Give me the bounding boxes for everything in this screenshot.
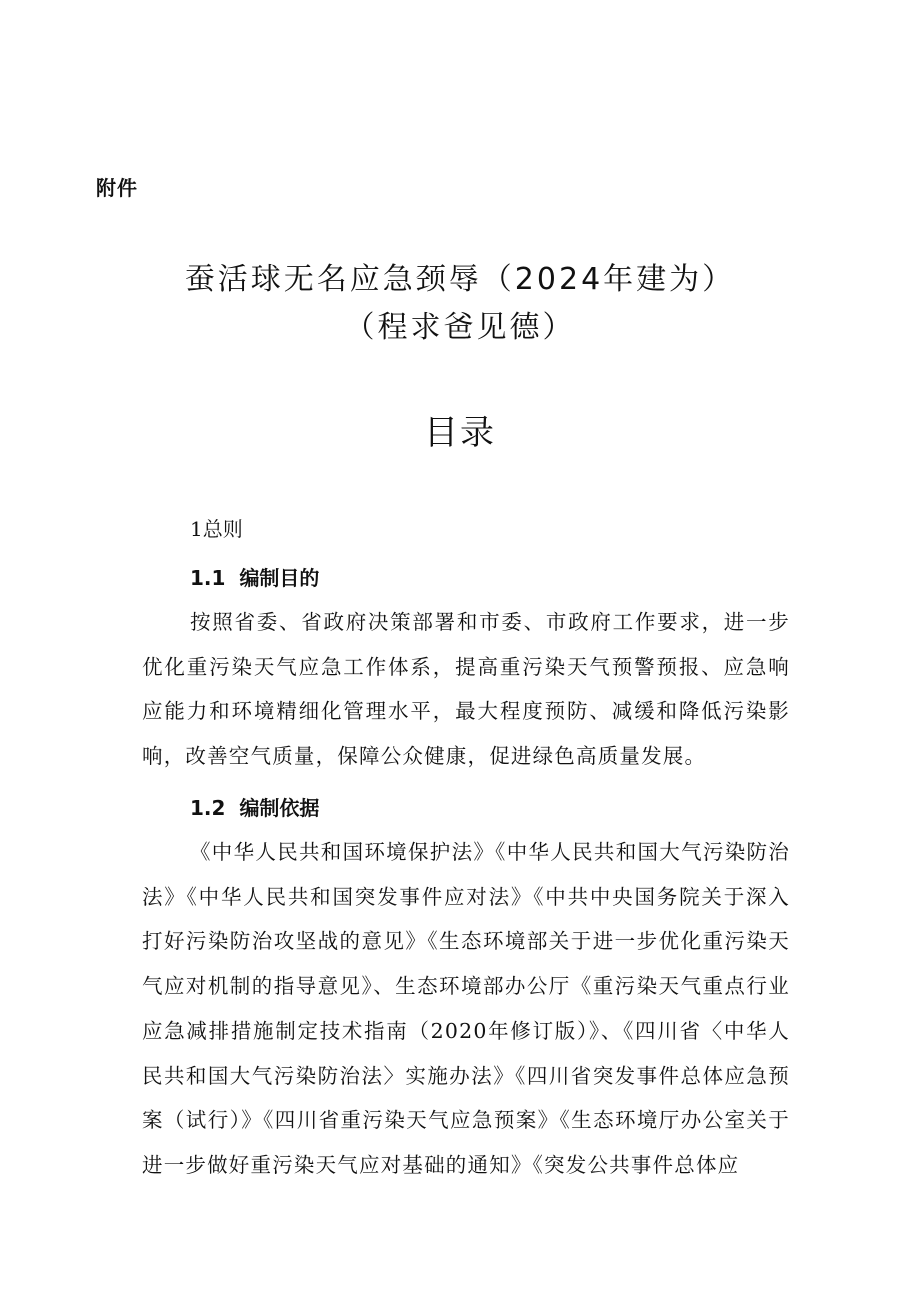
toc-heading: 目录 (424, 413, 496, 453)
section-1-1-heading (190, 562, 319, 591)
section-1-2-title: 编制依据 (239, 796, 320, 820)
attachment-label: 附件 (96, 176, 138, 200)
section-1-1-paragraph: 按照省委、省政府决策部署和市委、市政府工作要求，进一步优化重污染天气应急工作体系，提高重污染天气预警预报、应急响应能力和环境精细化管理水平，最大程度预防、减缓和降低污染影响，改善空气质量，保障公众健康，促进绿色高质量发展。 (142, 610, 790, 769)
document-title-line-1: 蚕活球无名应急颈辱（2024年建为） (184, 262, 736, 297)
section-1-2-heading (190, 792, 319, 821)
document-title-line-2: （程求爸见德） (344, 310, 576, 345)
section-1-1-number: 1.1 (190, 566, 226, 590)
section-1-2-paragraph: 《中华人民共和国环境保护法》《中华人民共和国大气污染防治法》《中华人民共和国突发事件应对法》《中共中央国务院关于深入打好污染防治攻坚战的意见》《生态环境部关于进一步优化重污染天气应对机制的指导意见》、生态环境部办公厅《重污染天气重点行业应急减排措施制定技术指南（2020年修订版）》、《四川省〈中华人民共和国大气污染防治法〉实施办法》《四川省突发事件总体应急预案（试行）》《四川省重污染天气应急预案》《生态环境厅办公室关于进一步做好重污染天气应对基础的通知》《突发公共事件总体应 (142, 840, 790, 1177)
section-1-heading: 1总则 (190, 517, 243, 541)
section-1-1-title: 编制目的 (239, 566, 320, 590)
section-1-2-number: 1.2 (190, 796, 226, 820)
